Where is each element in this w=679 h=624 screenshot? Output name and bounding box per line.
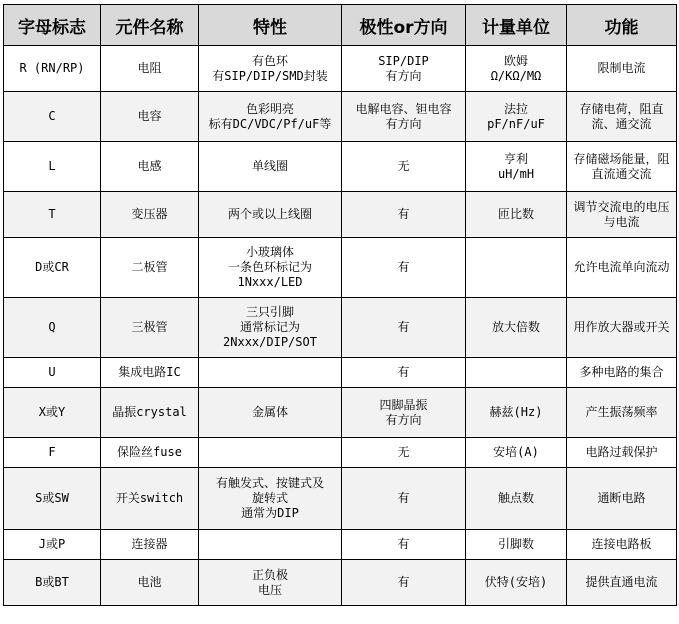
function-cell (567, 438, 677, 468)
letter-cell: F (4, 438, 101, 468)
trait-line: 电压 (257, 582, 282, 597)
trait-line: 1Nxxx/LED (237, 275, 303, 289)
trait-line: 通常为DIP (241, 506, 299, 520)
function-text: 电路过载保护 (585, 445, 658, 459)
table-row (4, 560, 677, 606)
unit-cell (466, 388, 567, 438)
function-cell (567, 142, 677, 192)
polarity-cell (342, 238, 466, 298)
traits-cell (199, 530, 342, 560)
trait-line: 标有DC/VDC/Pf/uF等 (208, 116, 332, 131)
unit-cell (466, 46, 567, 92)
polarity-line: 有 (397, 260, 410, 274)
function-cell (567, 92, 677, 142)
function-cell (567, 468, 677, 530)
trait-line: 一条色环标记为 (227, 260, 312, 274)
polarity-cell (342, 438, 466, 468)
function-text: 用作放大器或开关 (573, 320, 670, 334)
function-text: 允许电流单向流动 (573, 260, 670, 274)
header-function: 功能 (567, 5, 677, 46)
unit-line: pF/nF/uF (487, 116, 545, 131)
unit-cell (466, 92, 567, 142)
table-row (4, 298, 677, 358)
table-row (4, 530, 677, 560)
table-row (4, 46, 677, 92)
unit-cell (466, 298, 567, 358)
trait-line: 金属体 (251, 405, 288, 419)
name-cell: 变压器 (101, 192, 199, 238)
polarity-line: 有 (397, 320, 410, 334)
traits-cell (199, 358, 342, 388)
name-cell: 二板管 (101, 238, 199, 298)
table-row (4, 92, 677, 142)
polarity-line: 四脚晶振 (379, 397, 428, 412)
polarity-cell (342, 142, 466, 192)
unit-cell (466, 142, 567, 192)
function-cell (567, 560, 677, 606)
function-text: 通断电路 (597, 491, 646, 505)
traits-cell (199, 468, 342, 530)
unit-cell (466, 192, 567, 238)
name-cell: 晶振crystal (101, 388, 199, 438)
polarity-line: 有 (397, 365, 410, 379)
letter-cell: U (4, 358, 101, 388)
letter-cell: X或Y (4, 388, 101, 438)
function-cell (567, 388, 677, 438)
trait-line: 色彩明亮 (245, 101, 294, 116)
trait-line: 2Nxxx/DIP/SOT (223, 335, 317, 349)
unit-cell (466, 238, 567, 298)
name-cell: 电阻 (101, 46, 199, 92)
trait-line: 单线圈 (251, 159, 288, 173)
letter-cell: J或P (4, 530, 101, 560)
polarity-cell (342, 388, 466, 438)
unit-line: 赫兹(Hz) (489, 405, 543, 419)
unit-line: 伏特(安培) (484, 575, 548, 589)
letter-cell: C (4, 92, 101, 142)
letter-cell: S或SW (4, 468, 101, 530)
unit-line: uH/mH (497, 166, 535, 181)
polarity-line: 有 (397, 575, 410, 589)
function-text: 多种电路的集合 (579, 365, 664, 379)
unit-line: 法拉 (503, 101, 528, 116)
trait-line: 小玻璃体 (245, 245, 294, 259)
function-text: 存储电荷，阻直流、通交流 (579, 101, 664, 131)
table-row (4, 142, 677, 192)
polarity-line: 电解电容、钽电容 (355, 101, 452, 116)
unit-line: 引脚数 (497, 537, 534, 551)
unit-line: 放大倍数 (491, 320, 540, 334)
unit-line: 欧姆 (503, 53, 528, 68)
traits-cell (199, 388, 342, 438)
header-polarity: 极性or方向 (342, 5, 466, 46)
letter-cell: B或BT (4, 560, 101, 606)
header-letter: 字母标志 (4, 5, 101, 46)
name-cell: 电池 (101, 560, 199, 606)
unit-line: 亨利 (503, 151, 528, 166)
unit-cell (466, 468, 567, 530)
letter-cell: Q (4, 298, 101, 358)
function-cell (567, 192, 677, 238)
unit-line: 匝比数 (497, 207, 534, 221)
letter-cell: T (4, 192, 101, 238)
name-cell: 连接器 (101, 530, 199, 560)
table-row (4, 358, 677, 388)
trait-line: 有色环 (251, 53, 288, 68)
table-row (4, 192, 677, 238)
polarity-line: 有 (397, 537, 410, 551)
polarity-line: 有 (397, 207, 410, 221)
table-row (4, 238, 677, 298)
trait-line: 三只引脚 (245, 305, 294, 319)
polarity-cell (342, 298, 466, 358)
unit-cell (466, 438, 567, 468)
function-text: 产生振荡频率 (585, 405, 658, 419)
function-cell (567, 298, 677, 358)
function-text: 存储磁场能量，阻直流通交流 (573, 151, 670, 181)
function-cell (567, 358, 677, 388)
trait-line: 旋转式 (251, 491, 288, 505)
polarity-line: 有方向 (385, 68, 422, 83)
polarity-line: SIP/DIP (378, 53, 429, 68)
name-cell: 电容 (101, 92, 199, 142)
name-cell: 集成电路IC (101, 358, 199, 388)
function-text: 提供直通电流 (585, 575, 658, 589)
polarity-cell (342, 358, 466, 388)
traits-cell (199, 298, 342, 358)
table-row (4, 438, 677, 468)
unit-line: 安培(A) (493, 445, 539, 459)
polarity-cell (342, 92, 466, 142)
header-unit: 计量单位 (466, 5, 567, 46)
unit-cell (466, 560, 567, 606)
unit-line: 触点数 (497, 491, 534, 505)
letter-cell: D或CR (4, 238, 101, 298)
trait-line: 两个或以上线圈 (227, 207, 312, 221)
function-cell (567, 238, 677, 298)
polarity-line: 有 (397, 491, 410, 505)
trait-line: 有触发式、按键式及 (215, 476, 324, 490)
polarity-line: 有方向 (385, 116, 422, 131)
polarity-cell (342, 468, 466, 530)
name-cell: 电感 (101, 142, 199, 192)
name-cell: 开关switch (101, 468, 199, 530)
trait-line: 通常标记为 (239, 320, 300, 334)
letter-cell: R (RN/RP) (4, 46, 101, 92)
polarity-cell (342, 192, 466, 238)
function-text: 限制电流 (597, 61, 646, 75)
function-cell (567, 46, 677, 92)
traits-cell (199, 142, 342, 192)
polarity-cell (342, 560, 466, 606)
table-row (4, 388, 677, 438)
trait-line: 有SIP/DIP/SMD封装 (212, 68, 328, 83)
traits-cell (199, 238, 342, 298)
unit-cell (466, 358, 567, 388)
traits-cell (199, 438, 342, 468)
traits-cell (199, 560, 342, 606)
unit-cell (466, 530, 567, 560)
polarity-line: 无 (397, 159, 410, 173)
table-row (4, 468, 677, 530)
polarity-line: 无 (397, 445, 410, 459)
name-cell: 三极管 (101, 298, 199, 358)
traits-cell (199, 192, 342, 238)
polarity-cell (342, 530, 466, 560)
traits-cell (199, 46, 342, 92)
letter-cell: L (4, 142, 101, 192)
header-traits: 特性 (199, 5, 342, 46)
traits-cell (199, 92, 342, 142)
name-cell: 保险丝fuse (101, 438, 199, 468)
polarity-cell (342, 46, 466, 92)
component-table (3, 4, 677, 606)
header-name: 元件名称 (101, 5, 199, 46)
polarity-line: 有方向 (385, 412, 422, 427)
function-cell (567, 530, 677, 560)
function-text: 连接电路板 (591, 537, 652, 551)
unit-line: Ω/KΩ/MΩ (490, 68, 542, 83)
header-row (4, 5, 677, 46)
trait-line: 正负极 (251, 567, 288, 582)
function-text: 调节交流电的电压与电流 (573, 199, 670, 229)
